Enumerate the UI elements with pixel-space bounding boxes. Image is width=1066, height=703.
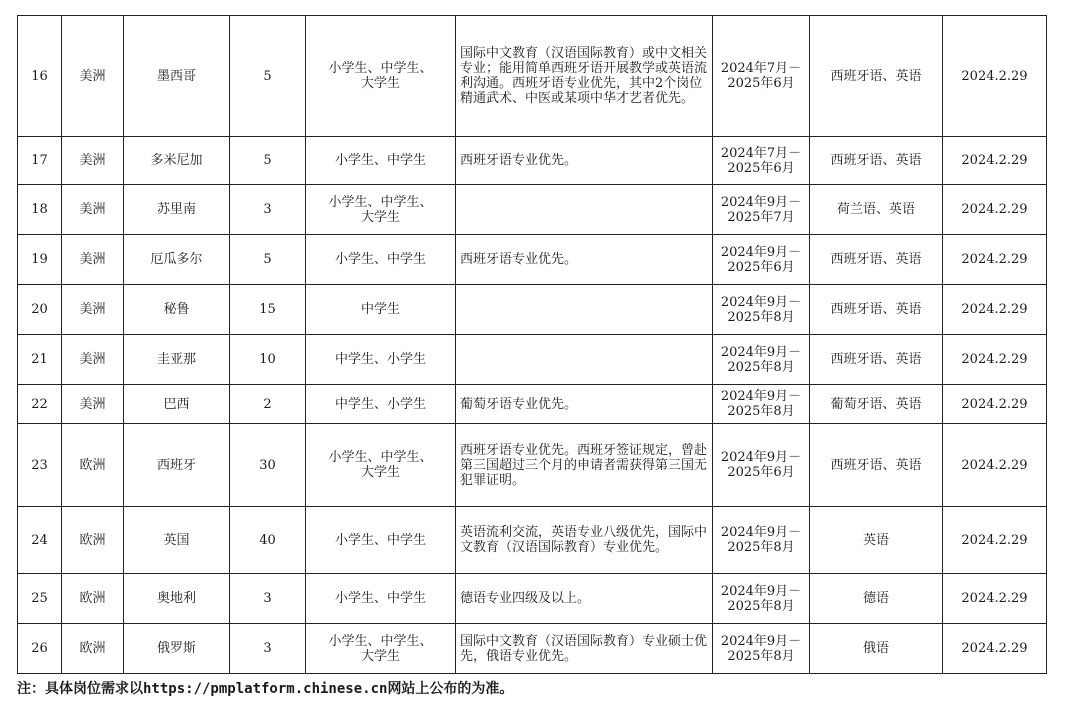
table-row bbox=[18, 385, 1047, 424]
continent-cell: 欧洲 bbox=[62, 507, 124, 574]
row-number-cell: 25 bbox=[18, 574, 62, 624]
deadline-cell: 2024.2.29 bbox=[943, 624, 1047, 674]
language-cell: 俄语 bbox=[810, 624, 943, 674]
count-cell: 30 bbox=[230, 424, 306, 507]
positions-table bbox=[17, 15, 1047, 674]
period-cell-line: 2025年8月 bbox=[727, 648, 795, 664]
period-cell-line: 2024年9月－ bbox=[720, 389, 802, 404]
table-row bbox=[18, 16, 1047, 137]
level-cell-line: 大学生 bbox=[360, 648, 400, 664]
country-cell: 英国 bbox=[124, 507, 230, 574]
level-cell-line: 小学生、中学生 bbox=[334, 532, 426, 548]
level-cell-line: 小学生、中学生、 bbox=[328, 450, 433, 465]
count-cell: 3 bbox=[230, 624, 306, 674]
period-cell bbox=[713, 16, 810, 137]
deadline-cell: 2024.2.29 bbox=[943, 507, 1047, 574]
row-number-cell: 19 bbox=[18, 235, 62, 285]
level-cell bbox=[306, 385, 456, 424]
row-number-cell: 24 bbox=[18, 507, 62, 574]
continent-cell: 美洲 bbox=[62, 335, 124, 385]
period-cell bbox=[713, 424, 810, 507]
period-cell-line: 2024年9月－ bbox=[720, 244, 802, 260]
level-cell-line: 大学生 bbox=[360, 209, 400, 225]
count-cell: 40 bbox=[230, 507, 306, 574]
period-cell-line: 2024年9月－ bbox=[720, 294, 802, 310]
period-cell bbox=[713, 185, 810, 235]
period-cell-line: 2025年6月 bbox=[727, 76, 795, 91]
period-cell-line: 2025年7月 bbox=[727, 209, 795, 225]
table-row bbox=[18, 137, 1047, 185]
row-number-cell: 23 bbox=[18, 424, 62, 507]
language-cell: 西班牙语、英语 bbox=[810, 16, 943, 137]
deadline-cell: 2024.2.29 bbox=[943, 235, 1047, 285]
period-cell-line: 2024年9月－ bbox=[720, 194, 802, 210]
footnote bbox=[17, 678, 513, 698]
country-cell: 厄瓜多尔 bbox=[124, 235, 230, 285]
country-cell: 墨西哥 bbox=[124, 16, 230, 137]
requirement-cell bbox=[456, 335, 713, 385]
continent-cell: 欧洲 bbox=[62, 574, 124, 624]
period-cell bbox=[713, 385, 810, 424]
table-row bbox=[18, 335, 1047, 385]
count-cell: 3 bbox=[230, 185, 306, 235]
level-cell bbox=[306, 185, 456, 235]
deadline-cell: 2024.2.29 bbox=[943, 574, 1047, 624]
country-cell: 多米尼加 bbox=[124, 137, 230, 185]
period-cell bbox=[713, 137, 810, 185]
requirement-cell: 西班牙语专业优先。 bbox=[456, 235, 713, 285]
row-number-cell: 26 bbox=[18, 624, 62, 674]
continent-cell: 美洲 bbox=[62, 235, 124, 285]
deadline-cell: 2024.2.29 bbox=[943, 285, 1047, 335]
period-cell bbox=[713, 507, 810, 574]
language-cell: 西班牙语、英语 bbox=[810, 285, 943, 335]
table-row bbox=[18, 235, 1047, 285]
period-cell-line: 2025年8月 bbox=[727, 540, 795, 555]
deadline-cell: 2024.2.29 bbox=[943, 16, 1047, 137]
table-row bbox=[18, 285, 1047, 335]
level-cell-line: 中学生、小学生 bbox=[334, 396, 426, 412]
period-cell-line: 2025年6月 bbox=[727, 259, 795, 275]
table-row bbox=[18, 185, 1047, 235]
level-cell-line: 小学生、中学生 bbox=[334, 591, 426, 606]
table-row bbox=[18, 574, 1047, 624]
requirement-cell: 英语流利交流，英语专业八级优先，国际中文教育（汉语国际教育）专业优先。 bbox=[456, 507, 713, 574]
language-cell: 英语 bbox=[810, 507, 943, 574]
level-cell bbox=[306, 574, 456, 624]
count-cell: 5 bbox=[230, 235, 306, 285]
row-number-cell: 18 bbox=[18, 185, 62, 235]
level-cell-line: 小学生、中学生 bbox=[334, 252, 426, 267]
continent-cell: 美洲 bbox=[62, 185, 124, 235]
country-cell: 巴西 bbox=[124, 385, 230, 424]
continent-cell: 美洲 bbox=[62, 16, 124, 137]
language-cell: 西班牙语、英语 bbox=[810, 424, 943, 507]
period-cell-line: 2024年9月－ bbox=[720, 633, 802, 649]
level-cell-line: 小学生、中学生、 bbox=[328, 194, 433, 210]
period-cell-line: 2024年7月－ bbox=[720, 145, 802, 161]
country-cell: 圭亚那 bbox=[124, 335, 230, 385]
level-cell-line: 中学生 bbox=[360, 302, 400, 317]
period-cell bbox=[713, 235, 810, 285]
row-number-cell: 20 bbox=[18, 285, 62, 335]
continent-cell: 欧洲 bbox=[62, 424, 124, 507]
level-cell bbox=[306, 507, 456, 574]
period-cell-line: 2025年8月 bbox=[727, 309, 795, 325]
period-cell-line: 2024年9月－ bbox=[720, 344, 802, 360]
country-cell: 西班牙 bbox=[124, 424, 230, 507]
period-cell-line: 2024年9月－ bbox=[720, 450, 802, 465]
language-cell: 西班牙语、英语 bbox=[810, 137, 943, 185]
requirement-cell: 国际中文教育（汉语国际教育）专业硕士优先，俄语专业优先。 bbox=[456, 624, 713, 674]
period-cell-line: 2024年7月－ bbox=[720, 61, 802, 76]
deadline-cell: 2024.2.29 bbox=[943, 385, 1047, 424]
count-cell: 15 bbox=[230, 285, 306, 335]
level-cell-line: 小学生、中学生 bbox=[334, 153, 426, 168]
language-cell: 荷兰语、英语 bbox=[810, 185, 943, 235]
deadline-cell: 2024.2.29 bbox=[943, 424, 1047, 507]
table-row bbox=[18, 624, 1047, 674]
language-cell: 德语 bbox=[810, 574, 943, 624]
requirement-cell bbox=[456, 285, 713, 335]
requirement-cell: 葡萄牙语专业优先。 bbox=[456, 385, 713, 424]
deadline-cell: 2024.2.29 bbox=[943, 185, 1047, 235]
row-number-cell: 21 bbox=[18, 335, 62, 385]
continent-cell: 美洲 bbox=[62, 385, 124, 424]
table-row bbox=[18, 424, 1047, 507]
period-cell bbox=[713, 624, 810, 674]
period-cell-line: 2025年6月 bbox=[727, 160, 795, 176]
level-cell-line: 大学生 bbox=[360, 76, 400, 91]
count-cell: 5 bbox=[230, 137, 306, 185]
row-number-cell: 16 bbox=[18, 16, 62, 137]
period-cell-line: 2025年6月 bbox=[727, 465, 795, 480]
period-cell-line: 2025年8月 bbox=[727, 598, 795, 614]
country-cell: 秘鲁 bbox=[124, 285, 230, 335]
level-cell bbox=[306, 624, 456, 674]
count-cell: 3 bbox=[230, 574, 306, 624]
count-cell: 10 bbox=[230, 335, 306, 385]
level-cell-line: 小学生、中学生、 bbox=[328, 61, 433, 76]
continent-cell: 美洲 bbox=[62, 285, 124, 335]
period-cell-line: 2024年9月－ bbox=[720, 525, 802, 540]
requirement-cell: 西班牙语专业优先。西班牙签证规定，曾赴第三国超过三个月的申请者需获得第三国无犯罪证明。 bbox=[456, 424, 713, 507]
period-cell bbox=[713, 574, 810, 624]
country-cell: 奥地利 bbox=[124, 574, 230, 624]
language-cell: 西班牙语、英语 bbox=[810, 235, 943, 285]
requirement-cell bbox=[456, 185, 713, 235]
period-cell bbox=[713, 335, 810, 385]
language-cell: 西班牙语、英语 bbox=[810, 335, 943, 385]
level-cell bbox=[306, 335, 456, 385]
level-cell-line: 小学生、中学生、 bbox=[328, 633, 433, 649]
level-cell bbox=[306, 424, 456, 507]
count-cell: 2 bbox=[230, 385, 306, 424]
row-number-cell: 17 bbox=[18, 137, 62, 185]
requirement-cell: 国际中文教育（汉语国际教育）或中文相关专业；能用简单西班牙语开展教学或英语流利沟通。西班牙语专业优先，其中2个岗位精通武术、中医或某项中华才艺者优先。 bbox=[456, 16, 713, 137]
deadline-cell: 2024.2.29 bbox=[943, 335, 1047, 385]
deadline-cell: 2024.2.29 bbox=[943, 137, 1047, 185]
table-row bbox=[18, 507, 1047, 574]
level-cell bbox=[306, 235, 456, 285]
footnote-url[interactable]: https://pmplatform.chinese.cn bbox=[143, 681, 388, 697]
level-cell-line: 大学生 bbox=[360, 465, 400, 480]
period-cell-line: 2025年8月 bbox=[727, 359, 795, 375]
footnote-suffix: 网站上公布的为准。 bbox=[387, 681, 514, 697]
period-cell-line: 2025年8月 bbox=[727, 404, 795, 419]
country-cell: 苏里南 bbox=[124, 185, 230, 235]
period-cell bbox=[713, 285, 810, 335]
continent-cell: 欧洲 bbox=[62, 624, 124, 674]
level-cell bbox=[306, 137, 456, 185]
row-number-cell: 22 bbox=[18, 385, 62, 424]
level-cell-line: 中学生、小学生 bbox=[334, 352, 426, 367]
requirement-cell: 德语专业四级及以上。 bbox=[456, 574, 713, 624]
country-cell: 俄罗斯 bbox=[124, 624, 230, 674]
language-cell: 葡萄牙语、英语 bbox=[810, 385, 943, 424]
requirement-cell: 西班牙语专业优先。 bbox=[456, 137, 713, 185]
footnote-prefix: 注：具体岗位需求以 bbox=[17, 681, 143, 697]
continent-cell: 美洲 bbox=[62, 137, 124, 185]
count-cell: 5 bbox=[230, 16, 306, 137]
level-cell bbox=[306, 285, 456, 335]
level-cell bbox=[306, 16, 456, 137]
period-cell-line: 2024年9月－ bbox=[720, 583, 802, 599]
